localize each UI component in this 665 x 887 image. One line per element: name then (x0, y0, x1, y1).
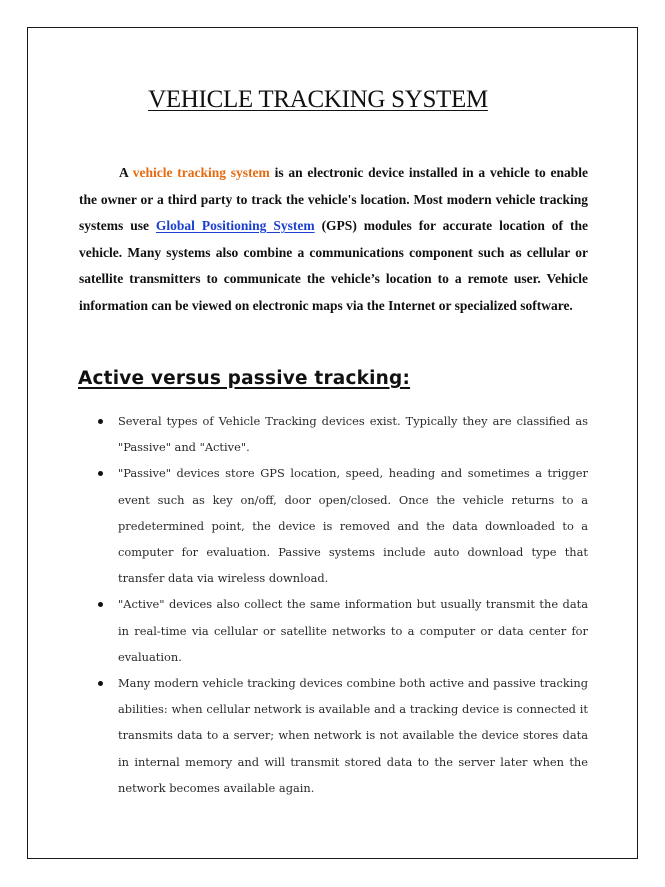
intro-lead: A (119, 165, 133, 180)
intro-text-1: is an electronic device installed in a vehicle to enable the owner or a third party to track the vehicle's location. Most modern vehicle tracking systems use (79, 165, 588, 233)
gps-link[interactable]: Global Positioning System (155, 218, 315, 233)
list-item (98, 460, 588, 591)
list-item (98, 670, 588, 801)
highlighted-term: vehicle tracking system (132, 165, 270, 180)
bullet-text: Many modern vehicle tracking devices combine both active and passive tracking abilities: when cellular network is available and a tracking device is connected it transmits data to a server; when network is not available the device stores data in internal memory and will transmit stored data to the server later when the network becomes available again. (118, 676, 588, 795)
bullet-text: Several types of Vehicle Tracking devices exist. Typically they are classified as "Passive" and "Active". (118, 414, 588, 455)
bullet-text: "Passive" devices store GPS location, speed, heading and sometimes a trigger event such as key on/off, door open/closed. Once the vehicle returns to a predetermined point, the device is removed and the data downloaded to a computer for evaluation. Passive systems include auto download type that transfer data via wireless download. (118, 466, 588, 586)
intro-text-2: (GPS) modules for accurate location of the vehicle. Many systems also combine a communications component such as cellular or satellite transmitters to communicate the vehicle’s location to a remote user. Vehicle information can be viewed on electronic maps via the Internet or specialized software. (79, 218, 588, 313)
bullet-icon (98, 602, 103, 607)
document-page (27, 27, 638, 859)
intro-paragraph (79, 160, 588, 319)
document-title: VEHICLE TRACKING SYSTEM (148, 86, 488, 113)
list-item (98, 408, 588, 460)
bullet-text: "Active" devices also collect the same information but usually transmit the data in real-time via cellular or satellite networks to a computer or data center for evaluation. (118, 597, 588, 664)
section-heading: Active versus passive tracking: (78, 368, 411, 389)
bullet-icon (98, 419, 103, 424)
list-item (98, 591, 588, 670)
bullet-list (98, 408, 588, 801)
bullet-icon (98, 471, 103, 476)
bullet-icon (98, 681, 103, 686)
